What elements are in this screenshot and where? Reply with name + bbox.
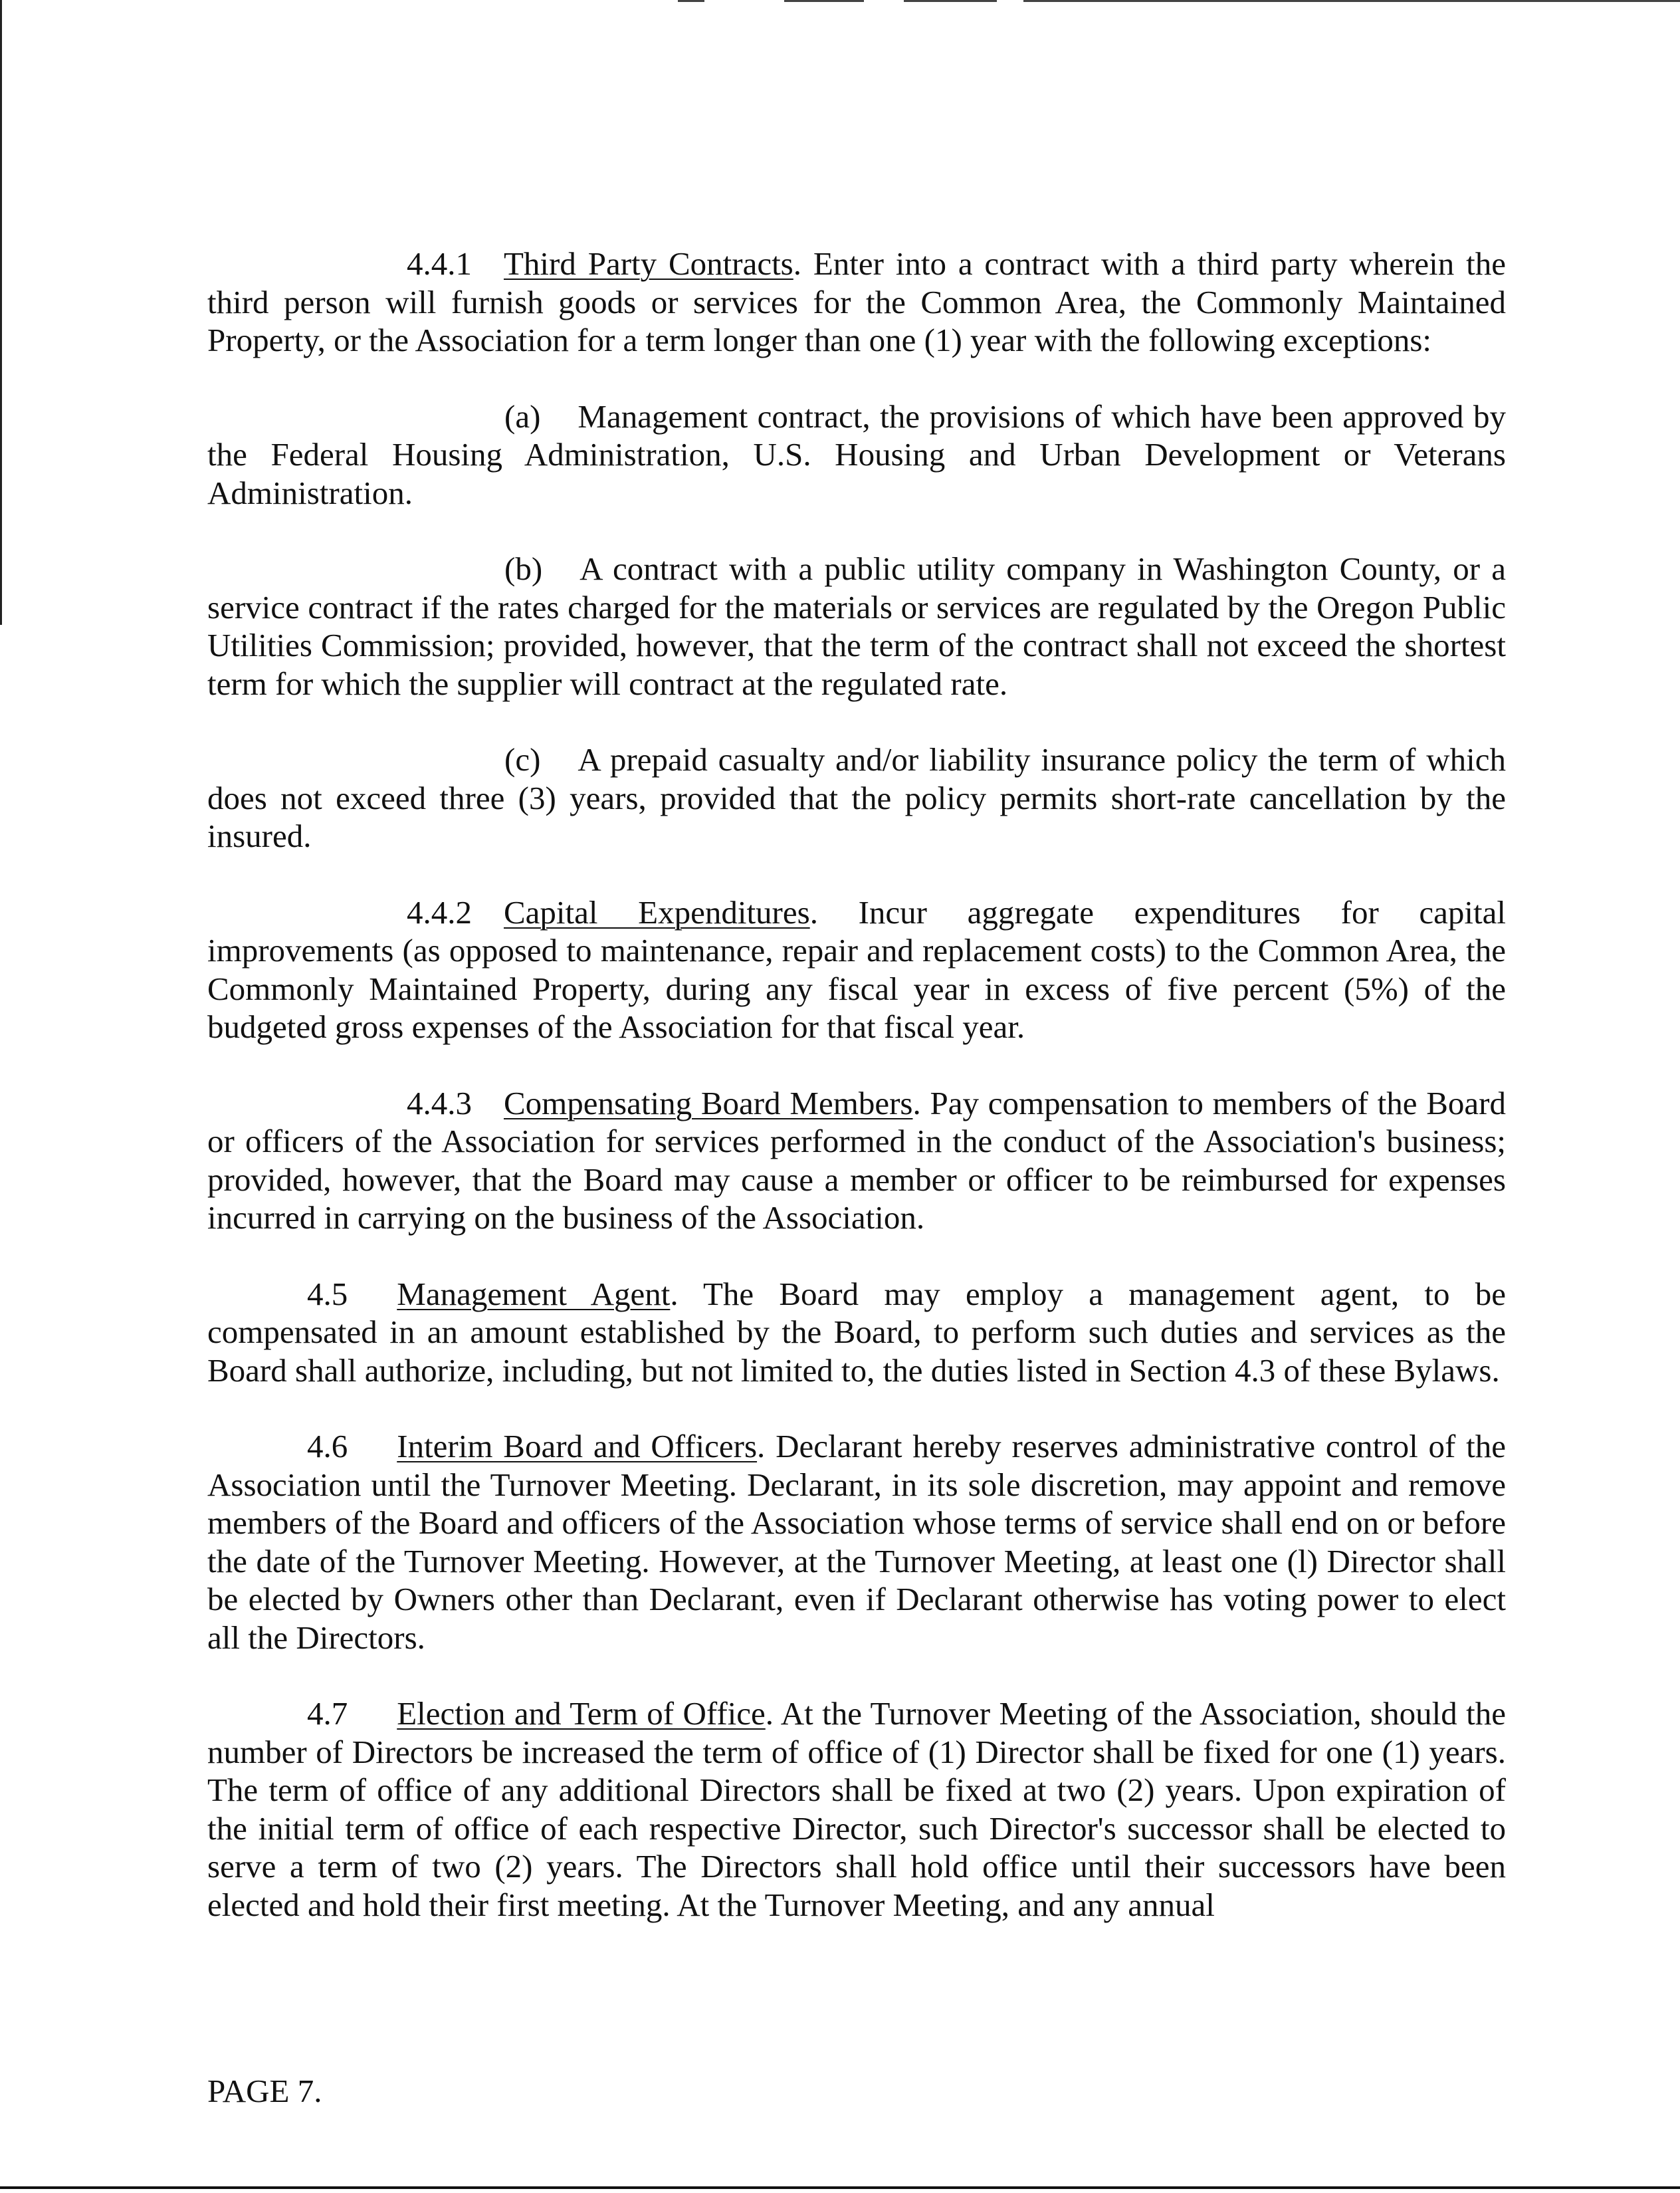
section-number: 4.7 [307, 1695, 348, 1732]
scan-edge-left [0, 0, 2, 625]
exception-a [207, 398, 1506, 513]
document-page [207, 245, 1506, 1962]
section-4-5 [207, 1275, 1506, 1390]
section-4-4-3 [207, 1084, 1506, 1237]
section-heading: Compensating Board Members [504, 1084, 913, 1121]
page-footer: PAGE 7. [207, 2073, 322, 2109]
scan-bottom-line [0, 2186, 1680, 2189]
item-label: (c) [504, 741, 541, 778]
section-heading: Management Agent [397, 1275, 671, 1312]
section-body: . Enter into a contract with a third party wherein the third person will furnish goods or services for the Common Area, the Commonly Maintained Property, or the Association for a term longer than one (1) year with the following exceptions: [207, 245, 1506, 358]
item-body: Management contract, the provisions of which have been approved by the Federal Housing Administration, U.S. Housing and Urban Development or Veterans Administration. [207, 398, 1506, 511]
section-body: . At the Turnover Meeting of the Association, should the number of Directors be increased the term of office of (1) Director shall be fixed for one (1) years. The term of office of any additional Directors shall be fixed at two (2) years. Upon expiration of the initial term of office of each respective Director, such Director's successor shall be elected to serve a term of two (2) years. The Directors shall hold office until their successors have been elected and hold their first meeting. At the Turnover Meeting, and any annual [207, 1695, 1507, 1923]
item-label: (b) [504, 550, 543, 587]
section-body: . Pay compensation to members of the Board or officers of the Association for services performed in the conduct of the Association's business; provided, however, that the Board may cause a member or officer to be reimbursed for expenses incurred in carrying on the business of the Association. [207, 1084, 1506, 1236]
section-body: . Incur aggregate expenditures for capital improvements (as opposed to maintenance, repair and replacement costs) to the Common Area, the Commonly Maintained Property, during any fiscal year in excess of five percent (5%) of the budgeted gross expenses of the Association for that fiscal year. [207, 893, 1506, 1045]
section-number: 4.6 [307, 1428, 348, 1464]
section-body: . The Board may employ a management agent, to be compensated in an amount established by the Board, to perform such duties and services as the Board shall authorize, including, but not limited to, the duties listed in Section 4.3 of these Bylaws. [207, 1275, 1506, 1389]
section-4-4-1 [207, 245, 1506, 360]
exception-b [207, 550, 1506, 703]
section-4-4-2 [207, 893, 1506, 1046]
section-body: . Declarant hereby reserves administrative control of the Association until the Turnover Meeting. Declarant, in its sole discretion, may appoint and remove members of the Board and officers of the Association whose terms of service shall end on or before the date of the Turnover Meeting. However, at the Turnover Meeting, at least one (l) Director shall be elected by Owners other than Declarant, even if Declarant otherwise has voting power to elect all the Directors. [207, 1428, 1507, 1656]
item-body: A contract with a public utility company in Washington County, or a service contract if the rates charged for the materials or services are regulated by the Oregon Public Utilities Commission; provided, however, that the term of the contract shall not exceed the shortest term for which the supplier will contract at the regulated rate. [207, 550, 1506, 702]
section-number: 4.5 [307, 1275, 348, 1312]
item-label: (a) [504, 398, 541, 435]
section-heading: Third Party Contracts [504, 245, 793, 282]
section-4-6 [207, 1427, 1506, 1657]
item-body: A prepaid casualty and/or liability insurance policy the term of which does not exceed three (3) years, provided that the policy permits short-rate cancellation by the insured. [207, 741, 1506, 854]
section-number: 4.4.1 [407, 245, 472, 282]
section-4-7 [207, 1694, 1506, 1924]
section-heading: Interim Board and Officers [397, 1428, 758, 1464]
section-heading: Capital Expenditures [504, 893, 810, 931]
section-heading: Election and Term of Office [397, 1695, 766, 1732]
section-number: 4.4.2 [407, 893, 472, 931]
section-number: 4.4.3 [407, 1084, 472, 1121]
scan-top-marks [665, 0, 1680, 2]
exception-c [207, 741, 1506, 856]
